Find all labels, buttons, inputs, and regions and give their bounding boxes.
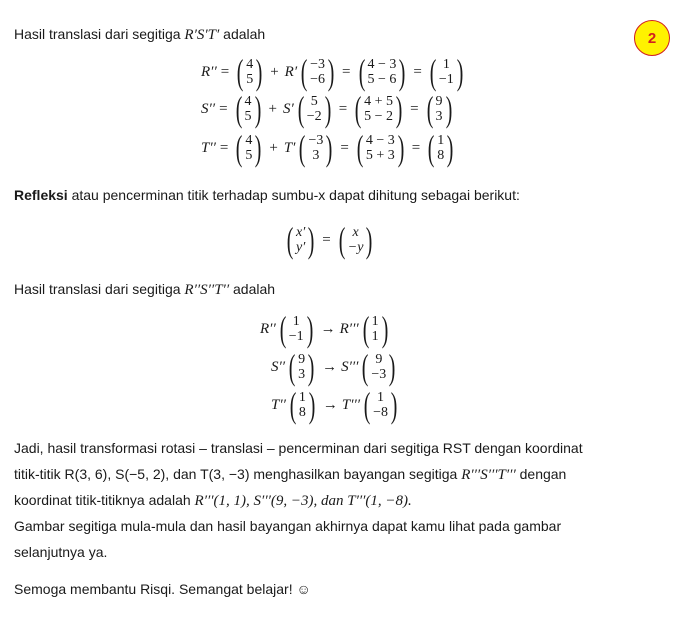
- point-before: T′′: [271, 396, 286, 413]
- vector-sum: ( 4 − 3 5 − 6 ): [358, 52, 406, 92]
- vector-sum: ( 4 − 3 5 + 3 ): [356, 128, 405, 168]
- intro-text: Hasil translasi dari segitiga: [14, 26, 185, 42]
- vector-result: ( 1 −1 ): [429, 52, 464, 92]
- intro2-text: Hasil translasi dari segitiga: [14, 281, 185, 297]
- vector-a: ( 4 5 ): [236, 128, 262, 168]
- intro-translation2-line: [14, 281, 275, 299]
- signoff-line: Semoga membantu Risqi. Semangat belajar! ☺: [14, 581, 311, 597]
- intro-text-end: adalah: [219, 26, 266, 42]
- reflection-formula: ( x′ y′ ) = ( x −y ): [283, 222, 376, 258]
- vector-result: ( 1 8 ): [427, 128, 454, 168]
- reflection-term: Refleksi: [14, 187, 68, 203]
- conclusion-line-1: Jadi, hasil transformasi rotasi – translasi – pencerminan dari segitiga RST dengan koordinat: [14, 440, 583, 456]
- vector-result: ( 9 3 ): [426, 89, 452, 129]
- triangle-label: R′S′T′: [184, 27, 220, 43]
- translation-equation: R′′ = ( 4 5 ) + R′ ( −3 −6 ) = ( 4 − 3 5 − 6 ) = ( 1 −1 ): [201, 54, 467, 90]
- vector-sum: ( 4 + 5 5 − 2 ): [354, 89, 403, 129]
- intro-translation-line: [14, 26, 265, 44]
- vector-before: ( 1 −1 ): [279, 309, 313, 349]
- vector-after: ( 9 −3 ): [362, 347, 396, 387]
- point-before: S′′: [271, 358, 286, 375]
- reflection-text: atau pencerminan titik terhadap sumbu-x dapat dihitung sebagai berikut:: [67, 187, 520, 203]
- vector-after: ( 1 1 ): [362, 309, 388, 349]
- formula-left-vector: ( x′ y′ ): [286, 220, 315, 260]
- translation-equation: T′′ = ( 4 5 ) + T′ ( −3 3 ) = ( 4 − 3 5 + 3 ) = ( 1 8 ): [201, 130, 457, 166]
- arrow-icon: →: [322, 358, 338, 375]
- vector-b: ( 5 −2 ): [297, 89, 331, 129]
- equation-lhs: T′′: [201, 139, 216, 156]
- vector-a: ( 4 5 ): [236, 52, 263, 92]
- equation-lhs: S′′: [201, 100, 216, 117]
- conclusion-line-3: koordinat titik-titiknya adalah R′′′(1, 1), S′′′(9, −3), dan T′′′(1, −8).: [14, 492, 412, 509]
- arrow-icon: →: [322, 396, 338, 413]
- vector-b: ( −3 3 ): [299, 128, 333, 168]
- point-after: S′′′: [341, 358, 359, 375]
- vector-after: ( 1 −8 ): [363, 385, 398, 425]
- closing-line-1: Gambar segitiga mula-mula dan hasil bayangan akhirnya dapat kamu lihat pada gambar: [14, 518, 562, 534]
- vector-a: ( 4 5 ): [235, 89, 261, 129]
- formula-right-vector: ( x −y ): [338, 220, 373, 260]
- point-after: T′′′: [341, 396, 361, 413]
- page-number-badge: 2: [634, 20, 670, 56]
- triangle2-label: R′′S′′T′′: [184, 282, 230, 298]
- arrow-icon: →: [320, 320, 336, 337]
- point-before: R′′: [260, 320, 276, 337]
- point-label: S′: [283, 100, 294, 117]
- point-after: R′′′: [339, 320, 359, 337]
- intro2-text-end: adalah: [229, 281, 276, 297]
- point-label: R′: [284, 63, 298, 80]
- vector-before: ( 1 8 ): [289, 385, 316, 425]
- reflection-result: [271, 349, 399, 385]
- reflection-result: [271, 387, 401, 423]
- vector-before: ( 9 3 ): [288, 347, 315, 387]
- closing-line-2: selanjutnya ya.: [14, 544, 108, 560]
- equation-lhs: R′′: [201, 63, 217, 80]
- point-label: T′: [283, 139, 296, 156]
- reflection-result: [260, 311, 392, 347]
- vector-b: ( −3 −6 ): [300, 52, 335, 92]
- reflection-line: [14, 187, 520, 203]
- conclusion-line-2: titik-titik R(3, 6), S(−5, 2), dan T(3, −3) menghasilkan bayangan segitiga R′′′S′′′T′′′ dengan: [14, 466, 567, 483]
- translation-equation: S′′ = ( 4 5 ) + S′ ( 5 −2 ) = ( 4 + 5 5 − 2 ) = ( 9 3 ): [201, 91, 456, 127]
